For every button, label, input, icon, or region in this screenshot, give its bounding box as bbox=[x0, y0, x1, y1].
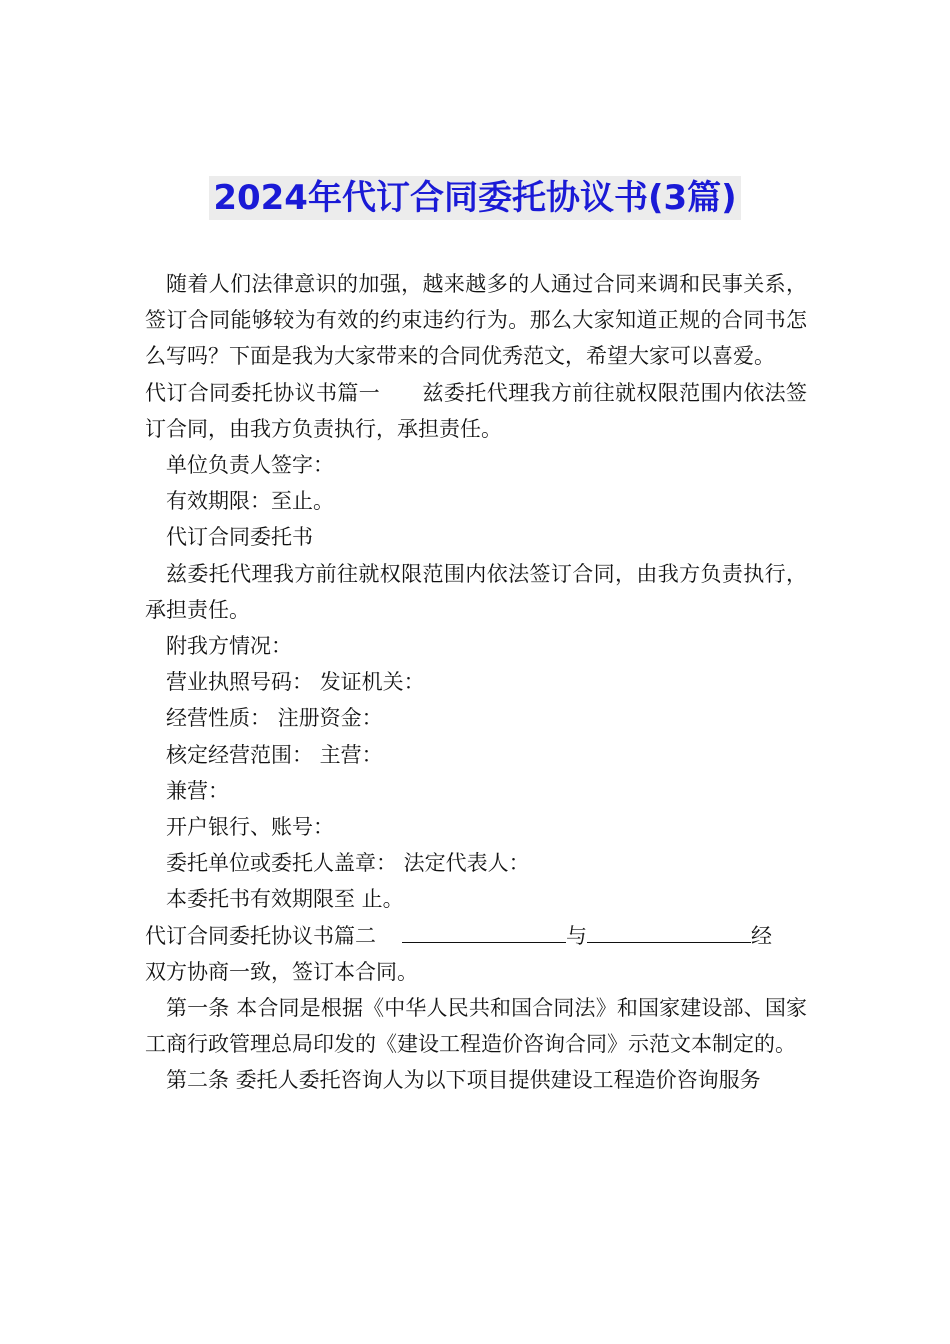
party-a-blank bbox=[402, 920, 566, 943]
document-body bbox=[145, 266, 807, 1099]
authorization-paragraph: 兹委托代理我方前往就权限范围内依法签订合同，由我方负责执行，承担责任。 bbox=[145, 561, 807, 622]
nature-line: 经营性质： 注册资金： bbox=[166, 706, 383, 731]
license-line: 营业执照号码： 发证机关： bbox=[166, 670, 425, 695]
section1-lead: 兹委托代理我方前往就权限范围内依法签订合同，由我方负责执行，承担责任。 bbox=[145, 380, 807, 441]
section2-paragraph bbox=[145, 918, 807, 990]
side-business-line: 兼营： bbox=[166, 778, 229, 803]
title-container bbox=[0, 176, 950, 220]
section2-tail: 经 bbox=[751, 923, 772, 948]
party-b-blank bbox=[587, 920, 751, 943]
intro-paragraph: 随着人们法律意识的加强，越来越多的人通过合同来调和民事关系，签订合同能够较为有效的约束违约行为。那么大家知道正规的合同书怎么写吗？下面是我为大家带来的合同优秀范文，希望大家可以喜爱。 bbox=[145, 272, 807, 369]
document-title: 2024年代订合同委托协议书(3篇) bbox=[209, 176, 740, 220]
section2-conjunction: 与 bbox=[566, 923, 587, 948]
attach-label: 附我方情况： bbox=[166, 634, 292, 659]
section2-heading: 代订合同委托协议书篇二 bbox=[145, 923, 376, 948]
bank-line: 开户银行、账号： bbox=[166, 815, 334, 840]
section1-paragraph bbox=[145, 375, 807, 447]
scope-line: 核定经营范围： 主营： bbox=[166, 742, 383, 767]
seal-line: 委托单位或委托人盖章： 法定代表人： bbox=[166, 851, 530, 876]
sign-line: 单位负责人签字： bbox=[166, 453, 334, 478]
subtitle: 代订合同委托书 bbox=[166, 525, 313, 550]
section1-heading: 代订合同委托协议书篇一 bbox=[145, 380, 381, 405]
article-1: 第一条 本合同是根据《中华人民共和国合同法》和国家建设部、国家工商行政管理总局印发的《建设工程造价咨询合同》示范文本制定的。 bbox=[145, 996, 807, 1057]
article-2: 第二条 委托人委托咨询人为以下项目提供建设工程造价咨询服务 bbox=[166, 1068, 761, 1093]
expiry-line: 本委托书有效期限至 止。 bbox=[166, 887, 404, 912]
validity-line: 有效期限：至止。 bbox=[166, 489, 334, 514]
section2-continuation: 双方协商一致，签订本合同。 bbox=[145, 959, 418, 984]
